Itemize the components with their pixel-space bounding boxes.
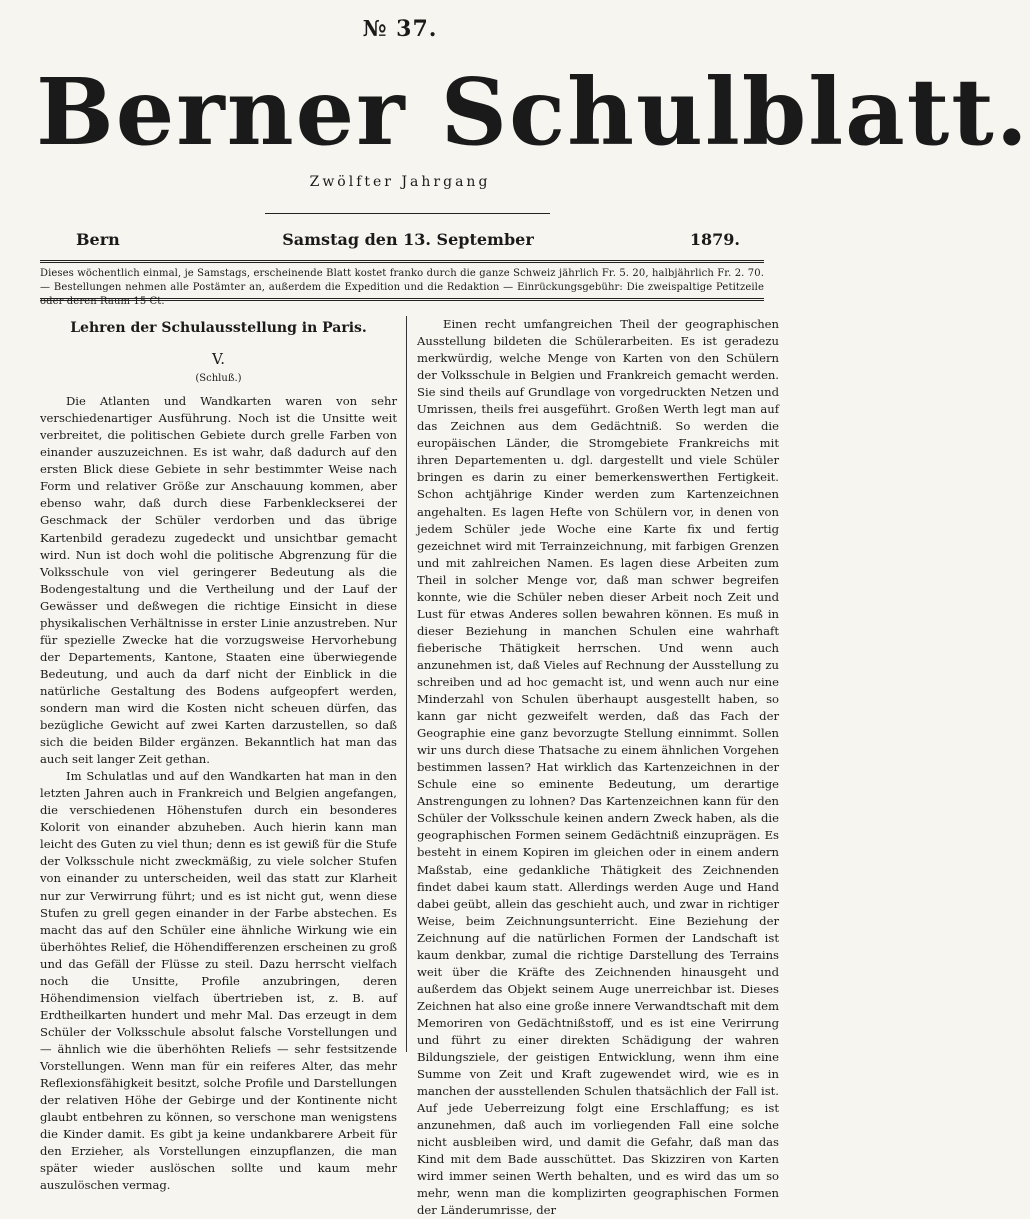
article-column-right bbox=[417, 316, 779, 1219]
issue-year: 1879. bbox=[689, 230, 740, 249]
volume-subtitle: Zwölfter Jahrgang bbox=[309, 174, 491, 190]
issue-date: Samstag den 13. September bbox=[282, 230, 534, 249]
section-note: (Schluß.) bbox=[195, 373, 242, 385]
divider bbox=[40, 298, 764, 301]
section-number: V. bbox=[212, 350, 225, 369]
column-divider bbox=[406, 316, 407, 1052]
subscription-notice: Dieses wöchentlich einmal, je Samstags, erscheinende Blatt kostet franko durch die ganze Schweiz jährlich Fr. 5. 20, halbjährlich Fr. 2. 70. — Bestellungen nehmen alle Postämter an, außerdem die Expedition und die Redaktion — Einrückungsgebühr: Die zweispaltige Petitzeile oder deren Raum 15 Ct. bbox=[40, 268, 764, 307]
paragraph: Einen recht umfangreichen Theil der geographischen Ausstellung bildeten die Schülerarbeiten. Es ist geradezu merkwürdig, welche Menge von Karten von den Schülern der Volksschule in Belgien und Frankreich gemacht werden. Sie sind theils auf Grundlage von vorgedruckten Netzen und Umrissen, theils frei ausgeführt. Großen Werth legt man auf das Zeichnen aus dem Gedächtniß. So werden die europäischen Länder, die Stromgebiete Frankreichs mit ihren Departementen u. dgl. dargestellt und viele Schüler bringen es darin zu einer bemerkenswerthen Fertigkeit. Schon achtjährige Kinder werden zum Kartenzeichnen angehalten. Es lagen Hefte von Schülern vor, in denen von jedem Schüler jede Woche eine Karte fix und fertig gezeichnet wird mit Terrainzeichnung, mit farbigen Grenzen und mit zahlreichen Namen. Es lagen diese Arbeiten zum Theil in solcher Menge vor, daß man schwer begreifen konnte, wie die Schüler neben dieser Arbeit noch Zeit und Lust für etwas Anderes sollen bewahren können. Es muß in dieser Beziehung in manchen Schulen eine wahrhaft fieberische Thätigkeit herrschen. Und wenn auch anzunehmen ist, daß Vieles auf Rechnung der Ausstellung zu schreiben und ad hoc gemacht ist, und wenn auch nur eine Minderzahl von Schulen überhaupt ausgestellt haben, so kann gar nicht gezweifelt werden, daß das Fach der Geographie eine ganz bevorzugte Stellung einnimmt. Sollen wir uns durch diese Thatsache zu einem ähnlichen Vorgehen bestimmen lassen? Hat wirklich das Kartenzeichnen in der Schule eine so eminente Bedeutung, um derartige Anstrengungen zu lohnen? Das Kartenzeichnen kann für den Schüler der Volksschule keinen andern Zweck haben, als die geographischen Formen seinem Gedächtniß einzuprägen. Es besteht in einem Kopiren im gleichen oder in einem andern Maßstab, eine gedankliche Thätigkeit des Zeichnenden findet dabei kaum statt. Allerdings werden Auge und Hand dabei geübt, allein das geschieht auch, und zwar in richtiger Weise, beim Zeichnungsunterricht. Eine Beziehung der Zeichnung auf die natürlichen Formen der Landschaft ist kaum denkbar, zumal die richtige Darstellung des Terrains weit über die Kräfte des Zeichnenden hinausgeht und außerdem das Objekt seinem Auge unerreichbar ist. Dieses Zeichnen hat also eine große innere Verwandtschaft mit dem Memoriren von Gedächtnißstoff, und es ist eine Verirrung und führt zu einer direkten Schädigung der wahren Bildungsziele, der geistigen Entwicklung, wenn ihm eine Summe von Zeit und Kraft zugewendet wird, wie es in manchen der ausstellenden Schulen thatsächlich der Fall ist. Auf jede Ueberreizung folgt eine Erschlaffung; es ist anzunehmen, daß auch im vorliegenden Fall eine solche nicht ausbleiben wird, und damit die Gefahr, daß man das Kind mit dem Bade ausschüttet. Das Skizziren von Karten wird immer seinen Werth behalten, und es wird das um so mehr, wenn man die komplizirten geographischen Formen der Länderumrisse, der bbox=[417, 317, 779, 1218]
masthead-title: Berner Schulblatt. bbox=[36, 58, 1030, 166]
paragraph: Die Atlanten und Wandkarten waren von sehr verschiedenartiger Ausführung. Noch ist die Unsitte weit verbreitet, die politischen Gebiete durch grelle Farben von einander auszuzeichnen. Es ist wahr, daß dadurch auf den ersten Blick diese Gebiete in sehr bestimmter Weise nach Form und relativer Größe zur Anschauung kommen, aber ebenso wahr, daß durch diese Farbenkleckserei der Geschmack der Schüler verdorben und das übrige Kartenbild geradezu zugedeckt und unsichtbar gemacht wird. Nun ist doch wohl die politische Abgrenzung für die Volksschule von viel geringerer Bedeutung als die Bodengestaltung und die Vertheilung und der Lauf der Gewässer und deßwegen die richtige Einsicht in diese physikalischen Verhältnisse in erster Linie anzustreben. Nur für spezielle Zwecke hat die vorzugsweise Hervorhebung der Departements, Kantone, Staaten eine überwiegende Bedeutung, und auch da darf nicht der Einblick in die natürliche Gestaltung des Bodens aufgeopfert werden, sondern man wird die Kosten nicht scheuen dürfen, das bezügliche Gewicht auf zwei Karten darzustellen, so daß sich die beiden Bilder ergänzen. Bekanntlich hat man das auch seit langer Zeit gethan. bbox=[40, 394, 397, 767]
article-column-left bbox=[40, 316, 397, 1194]
divider bbox=[40, 260, 764, 263]
divider bbox=[265, 213, 550, 214]
publication-place: Bern bbox=[76, 230, 120, 249]
paragraph: Im Schulatlas und auf den Wandkarten hat man in den letzten Jahren auch in Frankreich und Belgien angefangen, die verschiedenen Höhenstufen durch ein besonderes Kolorit von einander abzuheben. Auch hierin kann man leicht des Guten zu viel thun; denn es ist gewiß für die Stufe der Volksschule nicht zweckmäßig, zu viele solcher Stufen von einander zu unterscheiden, weil das statt zur Klarheit nur zur Verwirrung führt; und es ist nicht gut, wenn diese Stufen zu grell gegen einander in der Farbe abstechen. Es macht das auf den Schüler eine ähnliche Wirkung wie ein überhöhtes Relief, die Höhendifferenzen erscheinen zu groß und das Gefäll der Flüsse zu steil. Dazu herrscht vielfach noch die Unsitte, Profile anzubringen, deren Höhendimension vielfach übertrieben ist, z. B. auf Erdtheilkarten hundert und mehr Mal. Das erzeugt in dem Schüler der Volksschule absolut falsche Vorstellungen und — ähnlich wie die überhöhten Reliefs — sehr festsitzende Vorstellungen. Wenn man für ein reiferes Alter, das mehr Reflexionsfähigkeit besitzt, solche Profile und Darstellungen der relativen Höhe der Gebirge und der Kontinente nicht glaubt entbehren zu können, so verschone man wenigstens die Kinder damit. Es gibt ja keine undankbarere Arbeit für den Erzieher, als Vorstellungen einzupflanzen, die man später wieder auslöschen sollte und kaum mehr auszulöschen vermag. bbox=[40, 769, 397, 1193]
article-title: Lehren der Schulausstellung in Paris. bbox=[70, 320, 367, 336]
issue-number: № 37. bbox=[362, 16, 438, 42]
dateline bbox=[76, 230, 740, 252]
